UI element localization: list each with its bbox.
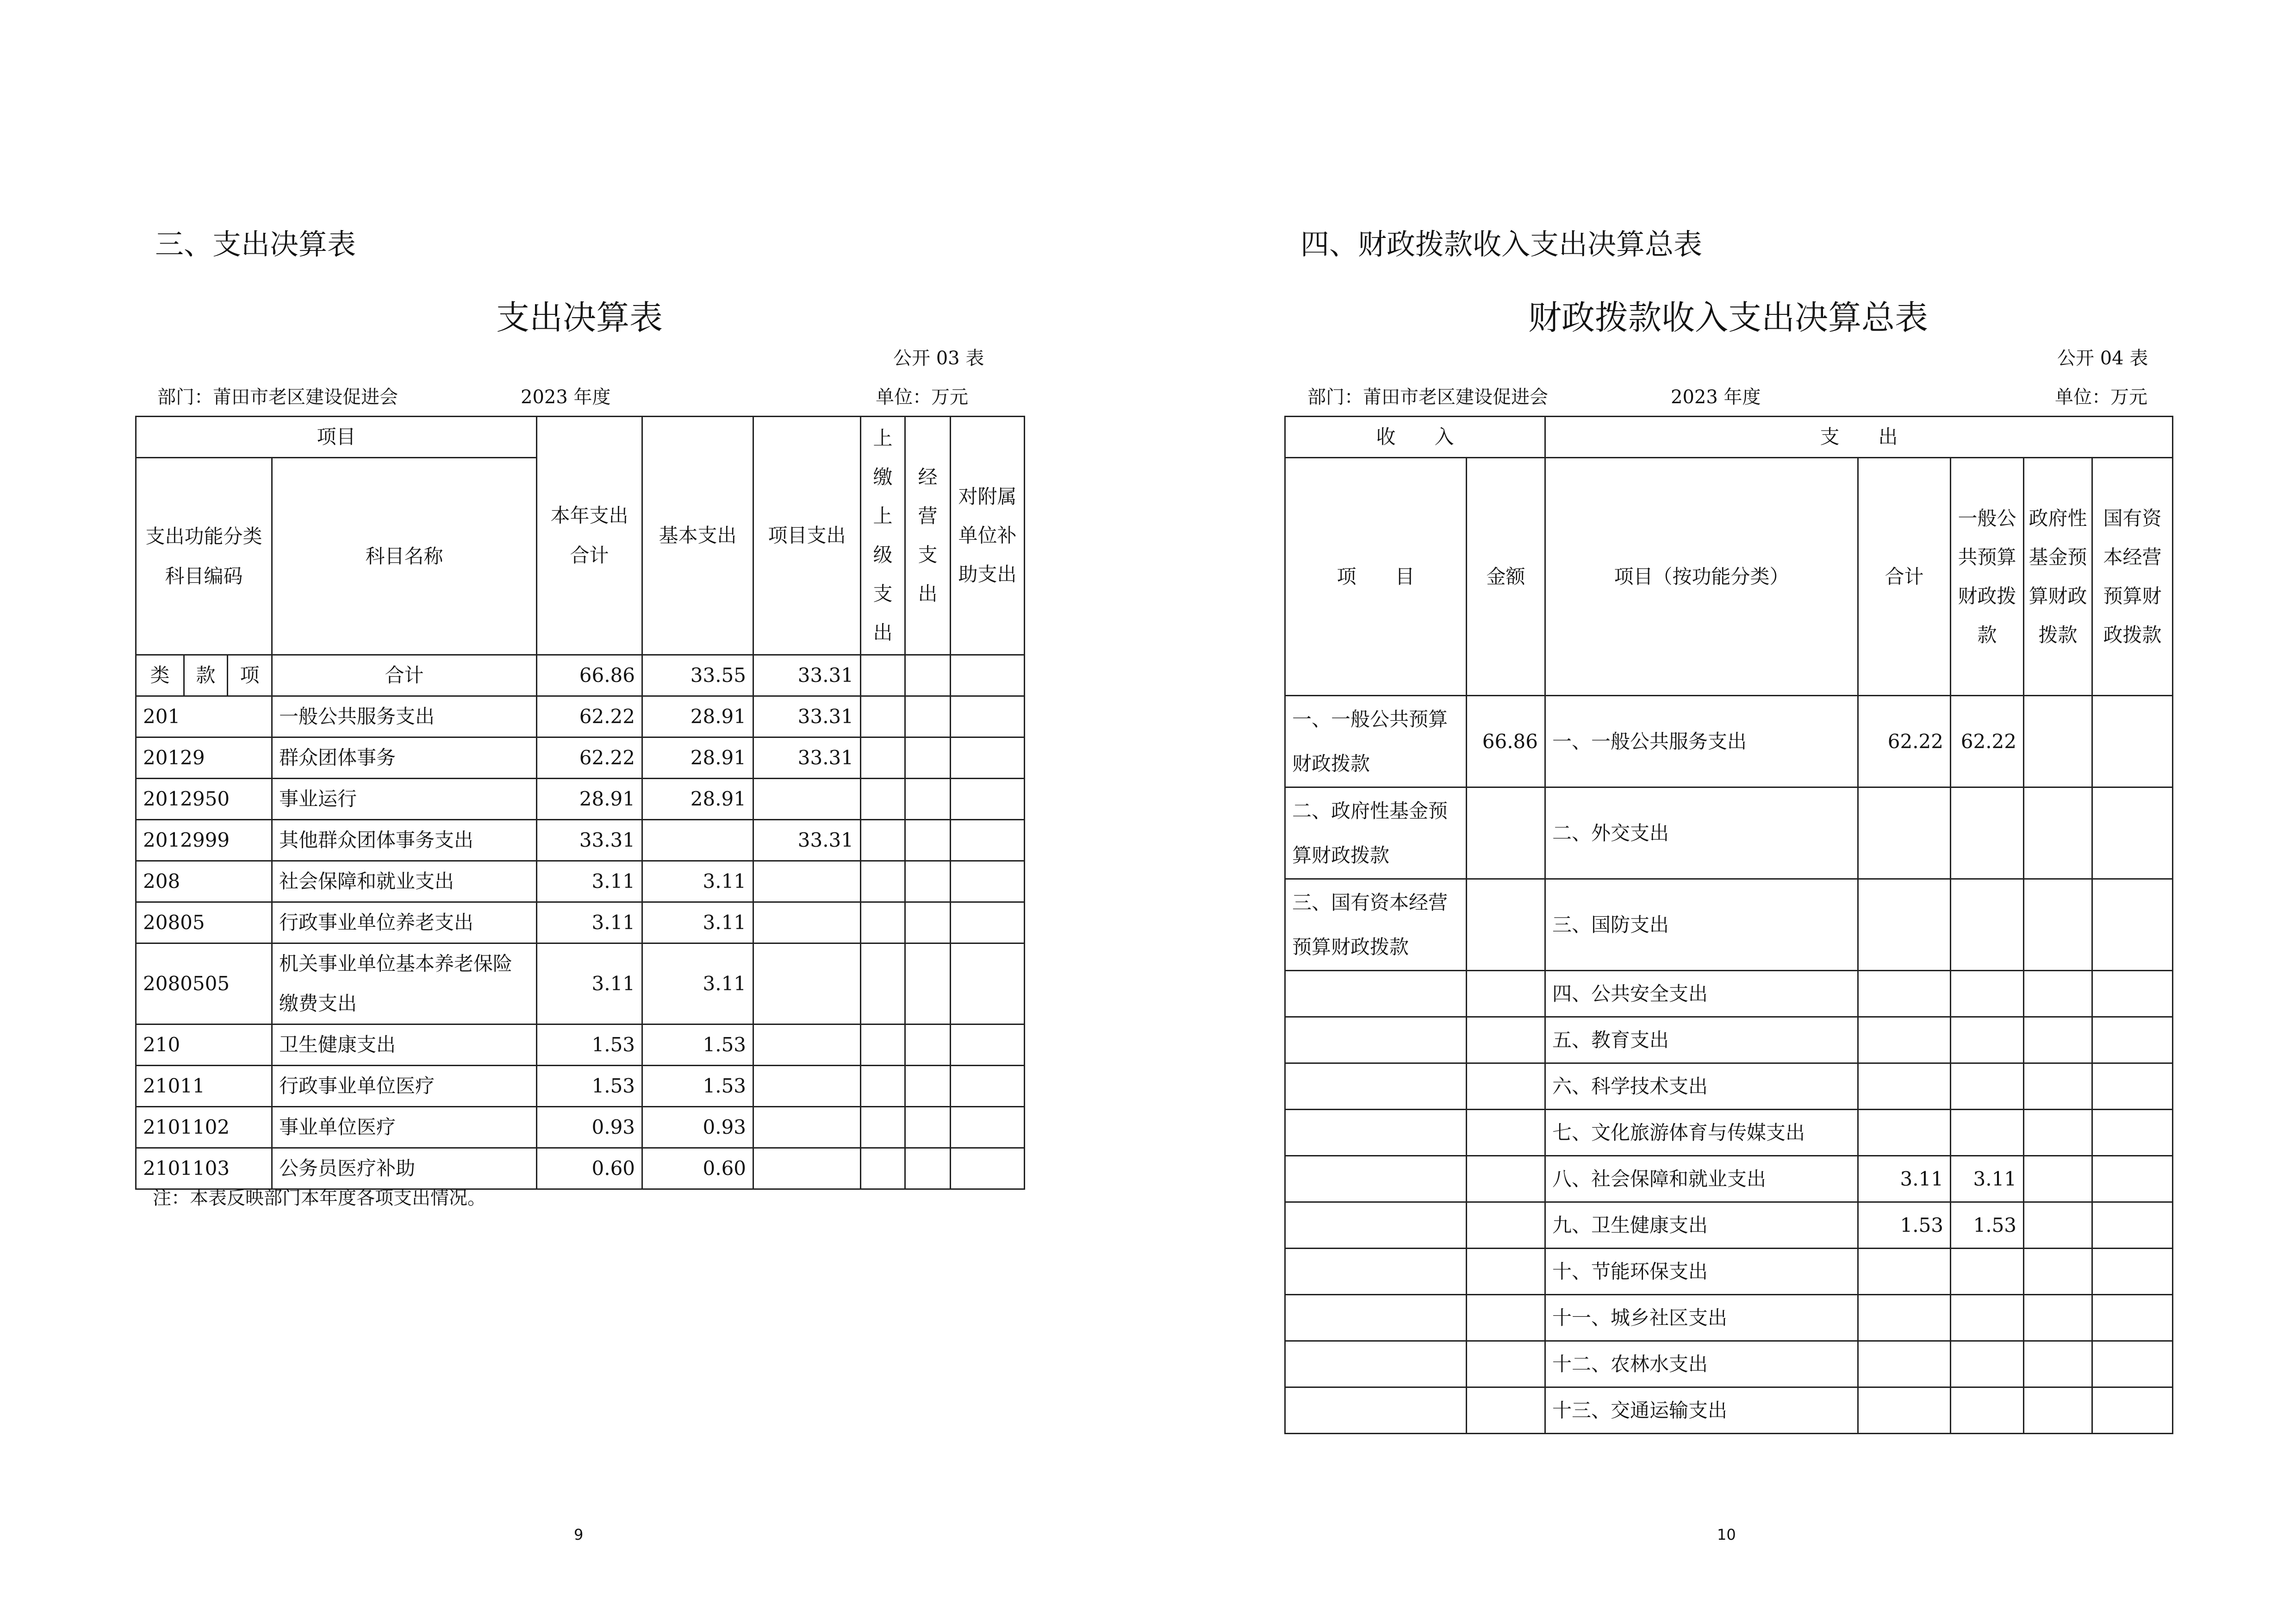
table-row [1285, 879, 2173, 971]
header-item-func: 项目（按功能分类） [1545, 458, 1858, 696]
header-business: 经营支出 [905, 417, 951, 655]
row-basic: 28.91 [642, 779, 753, 820]
expense-general [1951, 879, 2024, 971]
income-item: 一、一般公共预算财政拨款 [1285, 696, 1467, 787]
expense-general: 62.22 [1951, 696, 2024, 787]
table-row [1285, 1017, 2173, 1063]
row-project [753, 1024, 861, 1066]
expense-total [1858, 1295, 1951, 1341]
expense-item: 五、教育支出 [1545, 1017, 1858, 1063]
row-code: 208 [136, 861, 272, 902]
expense-total [1858, 1017, 1951, 1063]
row-project [753, 1066, 861, 1107]
section-title: 四、财政拨款收入支出决算总表 [1300, 227, 1703, 261]
row-total: 28.91 [537, 779, 642, 820]
row-code: 210 [136, 1024, 272, 1066]
row-total: 3.11 [537, 861, 642, 902]
expense-item: 六、科学技术支出 [1545, 1063, 1858, 1110]
table-row [136, 902, 1025, 943]
year: 2023 年度 [1671, 387, 1761, 408]
sum-basic: 33.55 [642, 655, 753, 696]
expense-general [1951, 1110, 2024, 1156]
income-item: 二、政府性基金预算财政拨款 [1285, 787, 1467, 879]
row-name: 机关事业单位基本养老保险缴费支出 [272, 943, 537, 1024]
expense-total: 62.22 [1858, 696, 1951, 787]
table-row [1285, 1249, 2173, 1295]
header-total: 本年支出合计 [537, 417, 642, 655]
expense-item: 七、文化旅游体育与传媒支出 [1545, 1110, 1858, 1156]
table-row [1285, 1295, 2173, 1341]
sum-total: 66.86 [537, 655, 642, 696]
expense-total [1858, 787, 1951, 879]
expense-item: 十一、城乡社区支出 [1545, 1295, 1858, 1341]
income-amount [1467, 879, 1545, 971]
row-name: 其他群众团体事务支出 [272, 820, 537, 861]
row-project [753, 861, 861, 902]
row-name: 行政事业单位养老支出 [272, 902, 537, 943]
sum-label: 合计 [272, 655, 537, 696]
expense-general: 1.53 [1951, 1202, 2024, 1249]
row-code: 201 [136, 696, 272, 737]
row-project: 33.31 [753, 820, 861, 861]
header-upper: 上缴上级支出 [861, 417, 905, 655]
expense-item: 十三、交通运输支出 [1545, 1387, 1858, 1434]
page-right [1148, 0, 2296, 1624]
sum-project: 33.31 [753, 655, 861, 696]
row-project: 33.31 [753, 737, 861, 779]
expense-item: 四、公共安全支出 [1545, 971, 1858, 1017]
expense-total: 1.53 [1858, 1202, 1951, 1249]
row-basic: 3.11 [642, 902, 753, 943]
row-total: 33.31 [537, 820, 642, 861]
expense-general: 3.11 [1951, 1156, 2024, 1202]
row-project [753, 779, 861, 820]
expense-item: 一、一般公共服务支出 [1545, 696, 1858, 787]
row-project: 33.31 [753, 696, 861, 737]
table-note: 注：本表反映部门本年度各项支出情况。 [153, 1187, 486, 1209]
table-row [136, 779, 1025, 820]
form-number: 公开 04 表 [2057, 348, 2148, 369]
header-general: 一般公共预算财政拨款 [1951, 458, 2024, 696]
row-code: 2101102 [136, 1107, 272, 1148]
header-gov-fund: 政府性基金预算财政拨款 [2024, 458, 2092, 696]
expense-total [1858, 1063, 1951, 1110]
expense-item: 八、社会保障和就业支出 [1545, 1156, 1858, 1202]
table-row [136, 943, 1025, 1024]
row-name: 卫生健康支出 [272, 1024, 537, 1066]
expense-total [1858, 879, 1951, 971]
row-code: 21011 [136, 1066, 272, 1107]
table-row [136, 861, 1025, 902]
table-row [1285, 696, 2173, 787]
header-project: 项目 [136, 417, 537, 458]
row-basic: 28.91 [642, 737, 753, 779]
expense-general [1951, 787, 2024, 879]
expense-total [1858, 1387, 1951, 1434]
table-row [1285, 787, 2173, 879]
header-lei: 类 [136, 655, 184, 696]
income-amount: 66.86 [1467, 696, 1545, 787]
row-code: 2080505 [136, 943, 272, 1024]
row-total: 1.53 [537, 1066, 642, 1107]
header-amount: 金额 [1467, 458, 1545, 696]
row-basic: 3.11 [642, 861, 753, 902]
expense-item: 九、卫生健康支出 [1545, 1202, 1858, 1249]
row-basic [642, 820, 753, 861]
row-name: 社会保障和就业支出 [272, 861, 537, 902]
expense-total [1858, 1341, 1951, 1387]
row-code: 2012950 [136, 779, 272, 820]
header-subsidy: 对附属单位补助支出 [951, 417, 1025, 655]
row-basic: 1.53 [642, 1066, 753, 1107]
expense-total: 3.11 [1858, 1156, 1951, 1202]
row-total: 62.22 [537, 696, 642, 737]
row-total: 0.60 [537, 1148, 642, 1189]
row-basic: 0.60 [642, 1148, 753, 1189]
header-state-capital: 国有资本经营预算财政拨款 [2092, 458, 2173, 696]
table-row [1285, 1341, 2173, 1387]
row-name: 公务员医疗补助 [272, 1148, 537, 1189]
table-row [1285, 1110, 2173, 1156]
table-row [1285, 1202, 2173, 1249]
expense-general [1951, 1249, 2024, 1295]
row-code: 20805 [136, 902, 272, 943]
table-row [1285, 971, 2173, 1017]
row-name: 行政事业单位医疗 [272, 1066, 537, 1107]
unit: 单位：万元 [876, 387, 968, 408]
expense-general [1951, 1295, 2024, 1341]
row-project [753, 1107, 861, 1148]
row-basic: 1.53 [642, 1024, 753, 1066]
expense-table [135, 416, 1025, 1190]
row-code: 2012999 [136, 820, 272, 861]
expense-item: 十二、农林水支出 [1545, 1341, 1858, 1387]
row-name: 事业运行 [272, 779, 537, 820]
table-row [136, 1107, 1025, 1148]
row-project [753, 902, 861, 943]
header-basic: 基本支出 [642, 417, 753, 655]
page-number: 10 [1717, 1526, 1736, 1543]
table-row [136, 737, 1025, 779]
expense-total [1858, 971, 1951, 1017]
table-title: 支出决算表 [496, 298, 663, 337]
table-title: 财政拨款收入支出决算总表 [1528, 298, 1928, 337]
row-total: 3.11 [537, 943, 642, 1024]
row-total: 0.93 [537, 1107, 642, 1148]
header-project-expense: 项目支出 [753, 417, 861, 655]
table-row [136, 820, 1025, 861]
expense-general [1951, 1063, 2024, 1110]
header-name: 科目名称 [272, 458, 537, 655]
row-total: 3.11 [537, 902, 642, 943]
income-amount [1467, 787, 1545, 879]
expense-total [1858, 1249, 1951, 1295]
year: 2023 年度 [521, 387, 611, 408]
form-number: 公开 03 表 [893, 348, 984, 369]
table-row [136, 696, 1025, 737]
expense-general [1951, 1341, 2024, 1387]
row-name: 群众团体事务 [272, 737, 537, 779]
department: 部门：莆田市老区建设促进会 [157, 387, 398, 408]
table-row [1285, 1156, 2173, 1202]
header-expense: 支 出 [1545, 417, 2173, 458]
row-name: 一般公共服务支出 [272, 696, 537, 737]
row-basic: 3.11 [642, 943, 753, 1024]
header-total: 合计 [1858, 458, 1951, 696]
fiscal-summary-table [1284, 416, 2173, 1434]
table-row [1285, 1063, 2173, 1110]
expense-general [1951, 1387, 2024, 1434]
expense-total [1858, 1110, 1951, 1156]
expense-general [1951, 971, 2024, 1017]
expense-item: 三、国防支出 [1545, 879, 1858, 971]
row-project [753, 1148, 861, 1189]
unit: 单位：万元 [2055, 387, 2147, 408]
row-basic: 28.91 [642, 696, 753, 737]
department: 部门：莆田市老区建设促进会 [1307, 387, 1548, 408]
row-code: 2101103 [136, 1148, 272, 1189]
header-income: 收 入 [1285, 417, 1545, 458]
row-total: 62.22 [537, 737, 642, 779]
income-item: 三、国有资本经营预算财政拨款 [1285, 879, 1467, 971]
row-name: 事业单位医疗 [272, 1107, 537, 1148]
row-basic: 0.93 [642, 1107, 753, 1148]
header-item: 项 目 [1285, 458, 1467, 696]
expense-general [1951, 1017, 2024, 1063]
expense-item: 十、节能环保支出 [1545, 1249, 1858, 1295]
expense-item: 二、外交支出 [1545, 787, 1858, 879]
header-code: 支出功能分类科目编码 [136, 458, 272, 655]
section-title: 三、支出决算表 [155, 227, 356, 261]
row-total: 1.53 [537, 1024, 642, 1066]
header-kuan: 款 [184, 655, 228, 696]
row-project [753, 943, 861, 1024]
header-xiang: 项 [228, 655, 272, 696]
page-number: 9 [574, 1526, 584, 1543]
row-code: 20129 [136, 737, 272, 779]
table-row [136, 1024, 1025, 1066]
table-row [136, 1066, 1025, 1107]
table-row [1285, 1387, 2173, 1434]
